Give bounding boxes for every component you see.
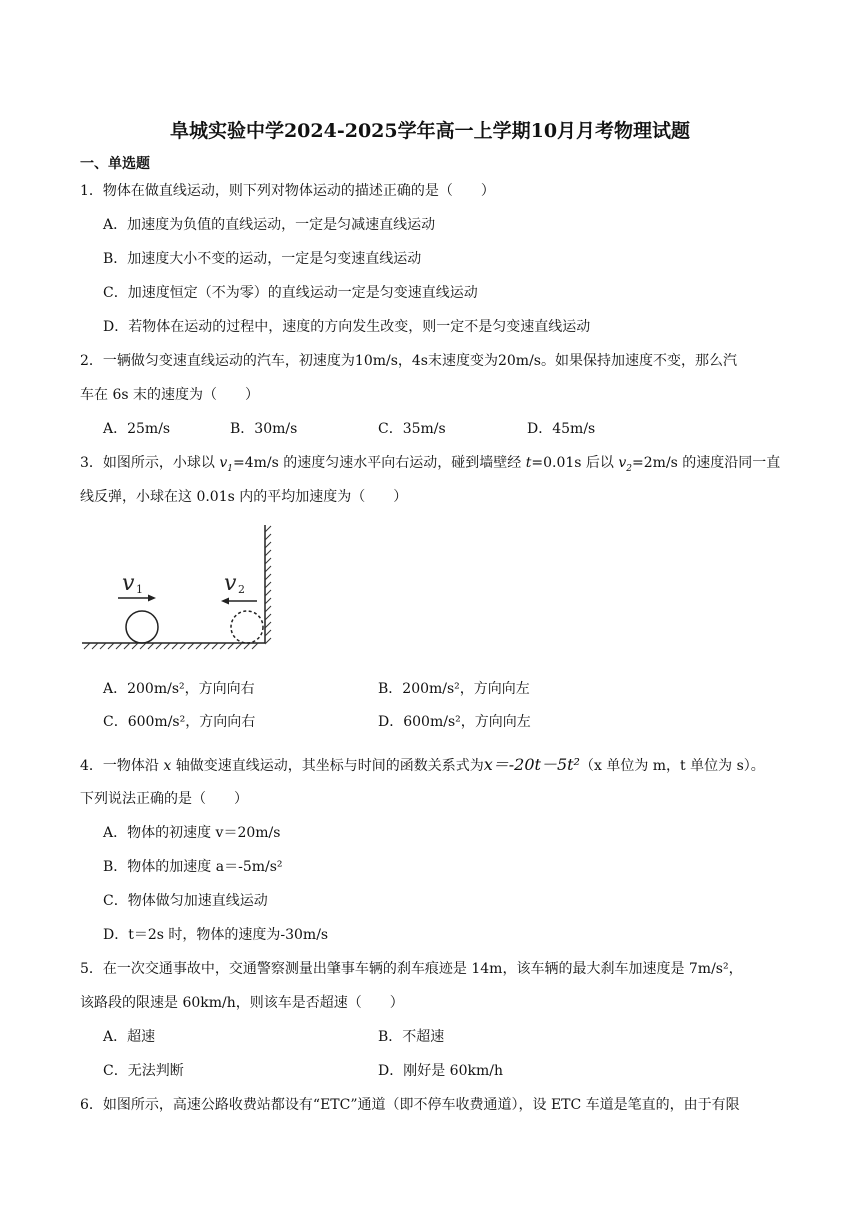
fig-v1-subscript: 1 (136, 583, 143, 596)
q3-stem-line1 (80, 452, 780, 474)
q3-stem-text: 3．如图所示，小球以 (80, 455, 220, 471)
q3-v1-symbol: v (219, 455, 228, 471)
q3-v2-subscript: 2 (626, 463, 633, 474)
q5-option-b: B．不超速 (378, 1029, 445, 1045)
q3-stem-text: =0.01s 后以 (531, 455, 619, 471)
q3-ball-wall-figure (80, 520, 280, 655)
q4-option-c: C．物体做匀加速直线运动 (103, 893, 268, 909)
q4-option-d: D．t＝2s 时，物体的速度为-30m/s (103, 927, 329, 943)
q3-stem-text: =2m/s 的速度沿同一直 (632, 455, 781, 471)
fig-v2-label: v (224, 571, 237, 596)
q4-stem-text: 轴做变速直线运动，其坐标与时间的函数关系式为 (171, 758, 484, 774)
q3-v2-symbol: v (618, 455, 627, 471)
q3-v1-subscript: 1 (227, 463, 234, 474)
q4-formula: x＝-20t－5t² (483, 755, 580, 774)
q2-stem-line2: 车在 6s 末的速度为（ ） (80, 387, 259, 403)
q4-option-a: A．物体的初速度 v＝20m/s (103, 825, 281, 841)
q3-stem-line2: 线反弹，小球在这 0.01s 内的平均加速度为（ ） (80, 489, 408, 505)
q1-stem: 1．物体在做直线运动，则下列对物体运动的描述正确的是（ ） (80, 183, 495, 199)
q3-option-d: D．600m/s²，方向向左 (378, 714, 531, 730)
q1-option-c: C．加速度恒定（不为零）的直线运动一定是匀变速直线运动 (103, 285, 478, 301)
q5-stem-line2: 该路段的限速是 60km/h，则该车是否超速（ ） (80, 995, 404, 1011)
arrow-left-head (221, 598, 229, 605)
q2-option-b: B．30m/s (230, 421, 298, 437)
q2-option-c: C．35m/s (378, 421, 446, 437)
q5-option-d: D．刚好是 60km/h (378, 1063, 503, 1079)
q4-x-symbol: x (163, 758, 172, 774)
ball-solid (126, 611, 158, 643)
q1-option-d: D．若物体在运动的过程中，速度的方向发生改变，则一定不是匀变速直线运动 (103, 319, 591, 335)
q2-option-d: D．45m/s (527, 421, 596, 437)
q5-option-c: C．无法判断 (103, 1063, 184, 1079)
arrow-right-head (148, 595, 156, 602)
section-heading: 一、单选题 (80, 156, 150, 172)
q2-option-a: A．25m/s (103, 421, 171, 437)
q4-stem-text: （x 单位为 m，t 单位为 s）。 (579, 758, 765, 774)
q1-option-b: B．加速度大小不变的运动，一定是匀变速直线运动 (103, 251, 422, 267)
q3-option-c: C．600m/s²，方向向右 (103, 714, 256, 730)
floor-hatching (84, 643, 258, 649)
q3-t-symbol: t (525, 455, 532, 471)
exam-title: 阜城实验中学2024-2025学年高一上学期10月月考物理试题 (169, 120, 691, 142)
q1-option-a: A．加速度为负值的直线运动，一定是匀减速直线运动 (103, 217, 436, 233)
q4-stem-line2: 下列说法正确的是（ ） (80, 791, 248, 807)
q3-stem-text: =4m/s 的速度匀速水平向右运动，碰到墙壁经 (233, 455, 526, 471)
q4-option-b: B．物体的加速度 a＝-5m/s² (103, 859, 283, 875)
ball-dashed (231, 611, 263, 643)
q2-stem-line1: 2．一辆做匀变速直线运动的汽车，初速度为10m/s，4s末速度变为20m/s。如果保持加速度不变，那么汽 (80, 353, 737, 369)
fig-v1-label: v (122, 571, 135, 596)
q4-stem-line1 (80, 752, 765, 775)
q5-stem-line1: 5．在一次交通事故中，交通警察测量出肇事车辆的刹车痕迹是 14m，该车辆的最大刹车加速度是 7m/s²， (80, 961, 743, 977)
wall-hatching (265, 526, 271, 644)
q6-stem-line1: 6．如图所示，高速公路收费站都设有“ETC”通道（即不停车收费通道），设 ETC 车道是笔直的，由于有限 (80, 1097, 740, 1113)
q4-stem-text: 4．一物体沿 (80, 758, 164, 774)
q3-option-a: A．200m/s²，方向向右 (103, 681, 255, 697)
q3-option-b: B．200m/s²，方向向左 (378, 681, 530, 697)
q5-option-a: A．超速 (103, 1029, 156, 1045)
fig-v2-subscript: 2 (238, 583, 245, 596)
